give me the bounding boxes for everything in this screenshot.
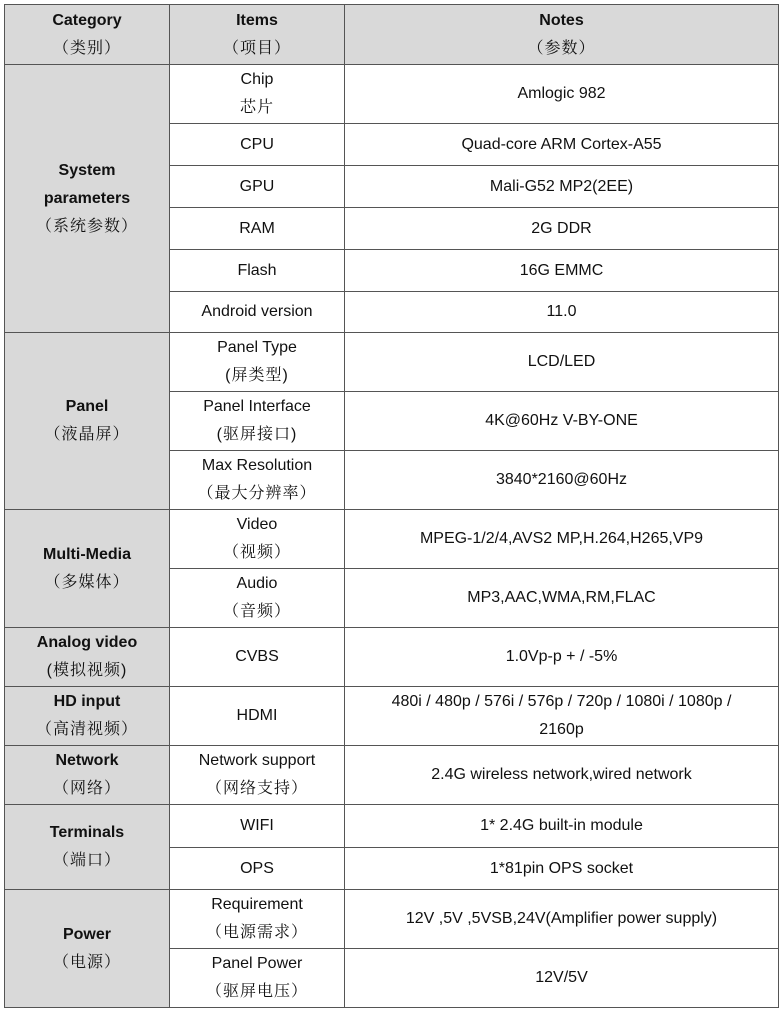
item-cell: Audio （音频） (170, 569, 345, 628)
header-category: Category （类别） (5, 5, 170, 65)
note-cell: 1.0Vp-p + / -5% (345, 628, 779, 687)
category-analog-video: Analog video (模拟视频) (5, 628, 170, 687)
note-cell: MPEG-1/2/4,AVS2 MP,H.264,H265,VP9 (345, 510, 779, 569)
note-cell: Amlogic 982 (345, 65, 779, 124)
note-cell: Quad-core ARM Cortex-A55 (345, 124, 779, 166)
category-system: System parameters （系统参数） (5, 65, 170, 333)
category-multimedia: Multi-Media （多媒体） (5, 510, 170, 628)
header-notes: Notes （参数） (345, 5, 779, 65)
item-cell: Video （视频） (170, 510, 345, 569)
item-cell: Network support （网络支持） (170, 746, 345, 805)
item-cell: Max Resolution （最大分辨率） (170, 451, 345, 510)
header-row (5, 5, 779, 65)
note-cell: 4K@60Hz V-BY-ONE (345, 392, 779, 451)
category-terminals: Terminals （端口） (5, 805, 170, 890)
item-cell: GPU (170, 166, 345, 208)
spec-table (4, 4, 779, 1008)
header-items: Items （项目） (170, 5, 345, 65)
category-network: Network （网络） (5, 746, 170, 805)
item-cell: Panel Type (屏类型) (170, 333, 345, 392)
note-cell: 12V/5V (345, 949, 779, 1008)
item-cell: Flash (170, 250, 345, 292)
note-cell: 480i / 480p / 576i / 576p / 720p / 1080i / 1080p / 2160p (345, 687, 779, 746)
table-row (5, 510, 779, 569)
item-cell: Panel Interface (驱屏接口) (170, 392, 345, 451)
note-cell: LCD/LED (345, 333, 779, 392)
item-cell: RAM (170, 208, 345, 250)
note-cell: MP3,AAC,WMA,RM,FLAC (345, 569, 779, 628)
item-cell: Requirement （电源需求） (170, 890, 345, 949)
item-cell: WIFI (170, 805, 345, 848)
item-cell: CVBS (170, 628, 345, 687)
item-cell: Chip 芯片 (170, 65, 345, 124)
table-row (5, 687, 779, 746)
category-hd-input: HD input （高清视频） (5, 687, 170, 746)
note-cell: 2G DDR (345, 208, 779, 250)
note-cell: 1*81pin OPS socket (345, 848, 779, 890)
note-cell: 2.4G wireless network,wired network (345, 746, 779, 805)
item-cell: Android version (170, 292, 345, 333)
note-cell: 1* 2.4G built-in module (345, 805, 779, 848)
note-cell: 11.0 (345, 292, 779, 333)
note-cell: 16G EMMC (345, 250, 779, 292)
table-row (5, 746, 779, 805)
table-row (5, 65, 779, 124)
item-cell: CPU (170, 124, 345, 166)
table-row (5, 805, 779, 848)
note-cell: Mali-G52 MP2(2EE) (345, 166, 779, 208)
table-row (5, 628, 779, 687)
note-cell: 12V ,5V ,5VSB,24V(Amplifier power supply) (345, 890, 779, 949)
category-power: Power （电源） (5, 890, 170, 1008)
table-row (5, 890, 779, 949)
item-cell: OPS (170, 848, 345, 890)
item-cell: HDMI (170, 687, 345, 746)
note-cell: 3840*2160@60Hz (345, 451, 779, 510)
category-panel: Panel （液晶屏） (5, 333, 170, 510)
table-row (5, 333, 779, 392)
item-cell: Panel Power （驱屏电压） (170, 949, 345, 1008)
